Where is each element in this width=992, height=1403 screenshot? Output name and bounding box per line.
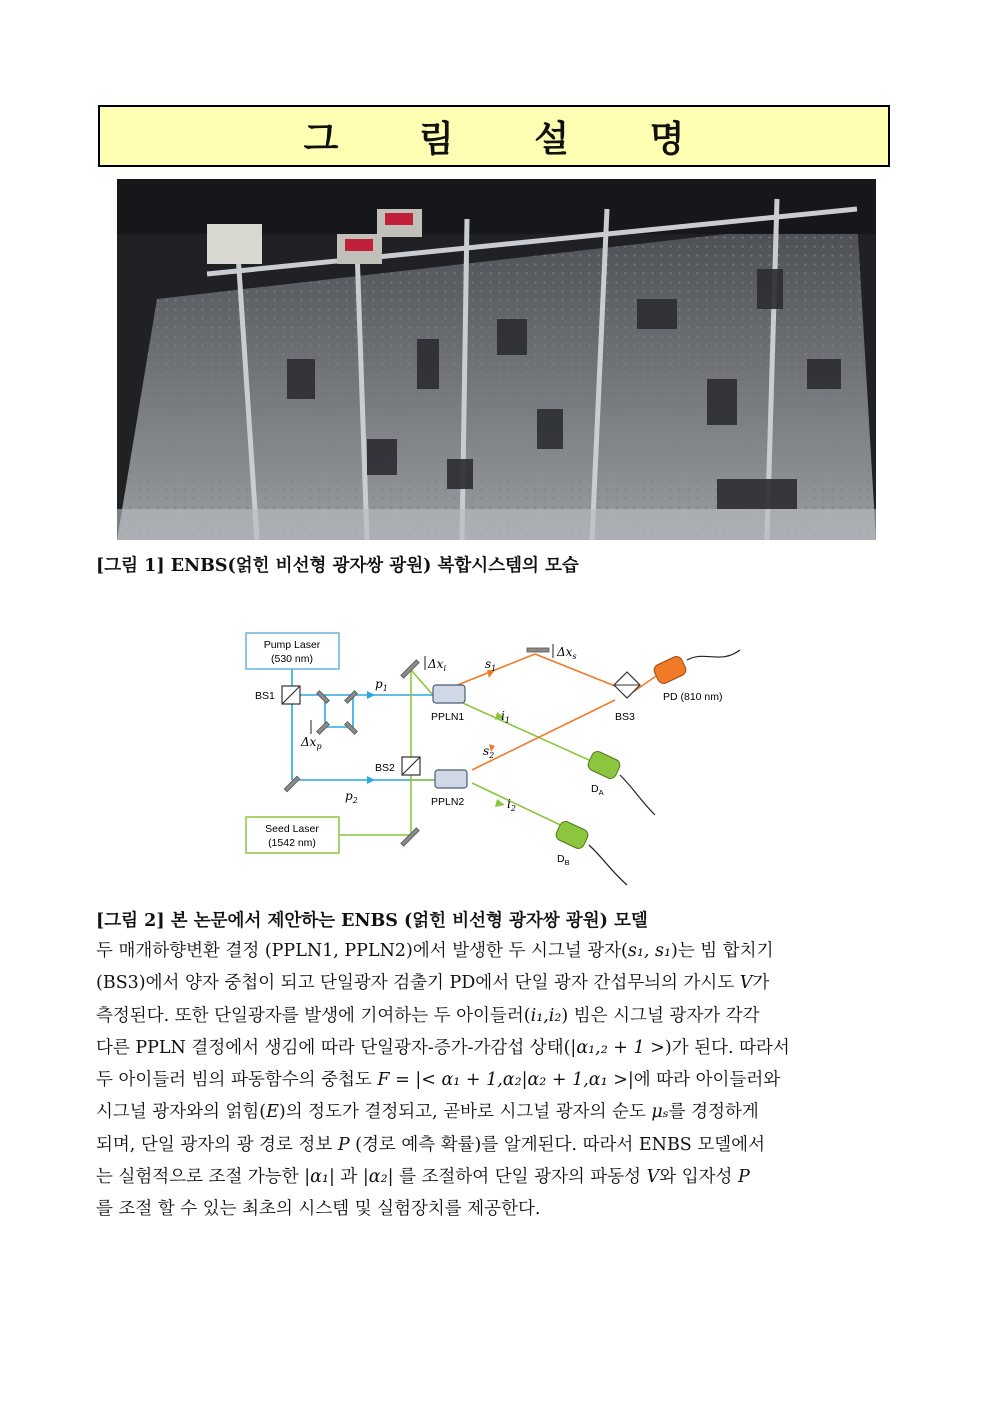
bs3-label: BS3 <box>615 711 635 723</box>
i1-label: $i_1$ <box>501 709 510 725</box>
body-line-8: 는 실험적으로 조절 가능한 |α₁| 과 |α₂| 를 조절하여 단일 광자의 파동성 V와 입자성 P <box>96 1167 750 1188</box>
p2-label: $p_2$ <box>345 789 358 805</box>
body-line-1: 두 매개하향변환 결정 (PPLN1, PPLN2)에서 발생한 두 시그널 광자(s₁, s₁)는 빔 합치기 <box>96 941 774 961</box>
enbs-system-photo <box>117 179 876 540</box>
body-line-5: 두 아이들러 빔의 파동함수의 중첩도 F = |< α₁ + 1,α₂|α₂ + 1,α₁ >|에 따라 아이들러와 <box>96 1070 781 1091</box>
diagram-svg <box>235 620 755 890</box>
s1-label: $s_1$ <box>485 657 497 673</box>
body-line-4: 다른 PPLN 결정에서 생김에 따라 단일광자-증가-가감섭 상태(|α₁,₂ + 1 >)가 된다. 따라서 <box>96 1037 790 1058</box>
pump-laser-label: Pump Laser <box>263 639 321 651</box>
dxs-label: $\Delta x_s$ <box>557 645 577 661</box>
body-line-2: (BS3)에서 양자 중첩이 되고 단일광자 검출기 PD에서 단일 광자 간섭무늬의 가시도 V가 <box>96 973 770 994</box>
bs1-label: BS1 <box>255 690 275 702</box>
pd-label: PD (810 nm) <box>663 691 723 703</box>
ppln1-label: PPLN1 <box>431 711 465 723</box>
pd-detector <box>652 650 740 685</box>
da-label: $D_A$ <box>591 783 604 797</box>
body-line-7: 되며, 단일 광자의 광 경로 정보 P (경로 예측 확률)를 알게된다. 따라서 ENBS 모델에서 <box>96 1134 765 1155</box>
dxi-label: $\Delta x_i$ <box>428 657 446 673</box>
body-line-9: 를 조절 할 수 있는 최초의 시스템 및 실험장치를 제공한다. <box>96 1199 541 1220</box>
i2-label: $i_2$ <box>507 797 516 813</box>
s2-label: $s_2$ <box>483 744 495 760</box>
figure2-caption: [그림 2] 본 논문에서 제안하는 ENBS (얽힌 비선형 광자쌍 광원) 모델 <box>96 911 648 931</box>
seed-laser-label: Seed Laser <box>265 823 319 835</box>
dxp-label: $\Delta x_p$ <box>301 735 322 751</box>
ppln1-crystal <box>433 685 465 703</box>
section-title: 그 림 설 명 <box>303 118 719 160</box>
pump-wavelength: (530 nm) <box>270 653 314 665</box>
p1-label: $p_1$ <box>375 677 388 693</box>
photo-illustration <box>117 179 876 540</box>
ppln2-crystal <box>435 770 467 788</box>
db-label: $D_B$ <box>557 853 570 867</box>
section-title-box <box>98 105 890 167</box>
body-line-3: 측정된다. 또한 단일광자를 발생에 기여하는 두 아이들러(i₁,i₂) 빔은 시그널 광자가 각각 <box>96 1005 760 1026</box>
bs2-label: BS2 <box>375 762 395 774</box>
ppln2-label: PPLN2 <box>431 796 465 808</box>
figure1-caption: [그림 1] ENBS(얽힌 비선형 광자쌍 광원) 복합시스템의 모습 <box>96 556 579 576</box>
enbs-model-diagram <box>235 620 755 890</box>
figure-description <box>96 935 896 1226</box>
seed-wavelength: (1542 nm) <box>268 837 316 849</box>
body-line-6: 시그널 광자와의 얽힘(E)의 정도가 결정되고, 곧바로 시그널 광자의 순도 μₛ를 경정하게 <box>96 1102 759 1123</box>
db-detector <box>554 820 627 885</box>
